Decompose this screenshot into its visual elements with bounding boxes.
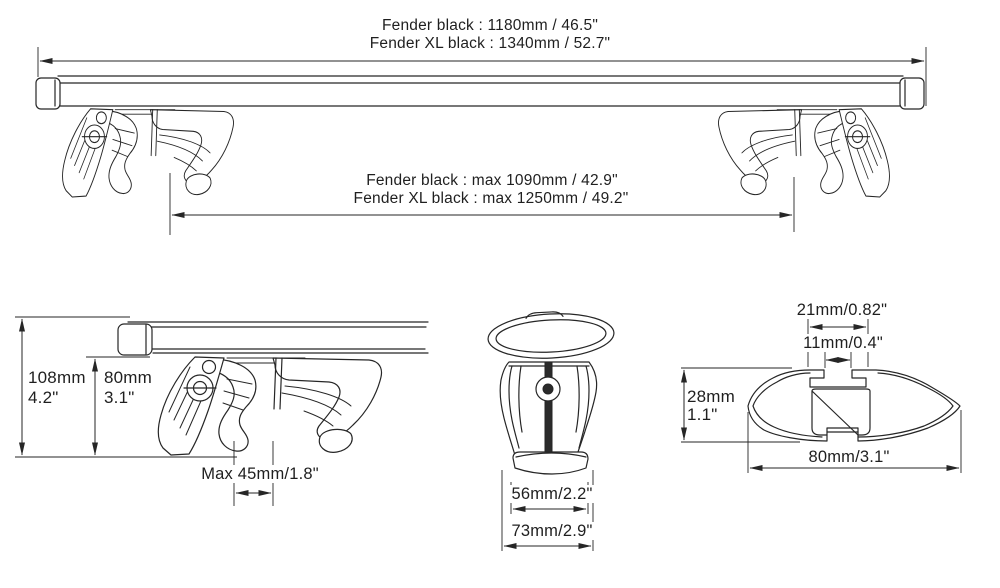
- foot-bolt-inner: [543, 384, 553, 394]
- label-t-slot-opening: 11mm/0.4": [800, 334, 886, 352]
- bar-end-ellipse: [487, 309, 615, 362]
- label-bar-height-in: 1.1": [687, 405, 718, 424]
- label-bar-length-fender: Fender black : 1180mm / 46.5": [381, 17, 599, 34]
- foot-left: [62, 109, 233, 197]
- label-overall-height-mm: 108mm: [28, 368, 86, 387]
- label-bar-width: 80mm/3.1": [805, 448, 892, 466]
- label-max-spread-fender-xl: Fender XL black : max 1250mm / 49.2": [353, 190, 629, 207]
- label-t-slot-width: 21mm/0.82": [794, 301, 890, 319]
- label-max-spread-fender: Fender black : max 1090mm / 42.9": [366, 172, 618, 189]
- label-under-bar-height-mm: 80mm: [104, 368, 153, 387]
- front-view-drawing: [487, 309, 615, 551]
- label-base-width: 73mm/2.9": [508, 522, 595, 540]
- crossbar-side-view: [118, 322, 428, 355]
- foot-front-body: [500, 362, 596, 474]
- foot-right: [719, 109, 890, 197]
- label-foot-width: 56mm/2.2": [508, 485, 595, 503]
- label-bar-length-fender-xl: Fender XL black : 1340mm / 52.7": [369, 35, 611, 52]
- label-max-clamp-opening: Max 45mm/1.8": [198, 465, 322, 483]
- foot-side-view: [158, 357, 381, 455]
- bar-end-cap-left: [36, 78, 60, 109]
- label-bar-height-mm: 28mm: [687, 387, 736, 406]
- bar-end-cap-right: [900, 78, 924, 109]
- bar-end-cap-side: [118, 324, 152, 355]
- dimension-t-slot-opening: [825, 352, 851, 368]
- crossbar-top-view: [36, 76, 924, 109]
- label-under-bar-height-in: 3.1": [104, 388, 135, 407]
- label-overall-height-in: 4.2": [28, 388, 59, 407]
